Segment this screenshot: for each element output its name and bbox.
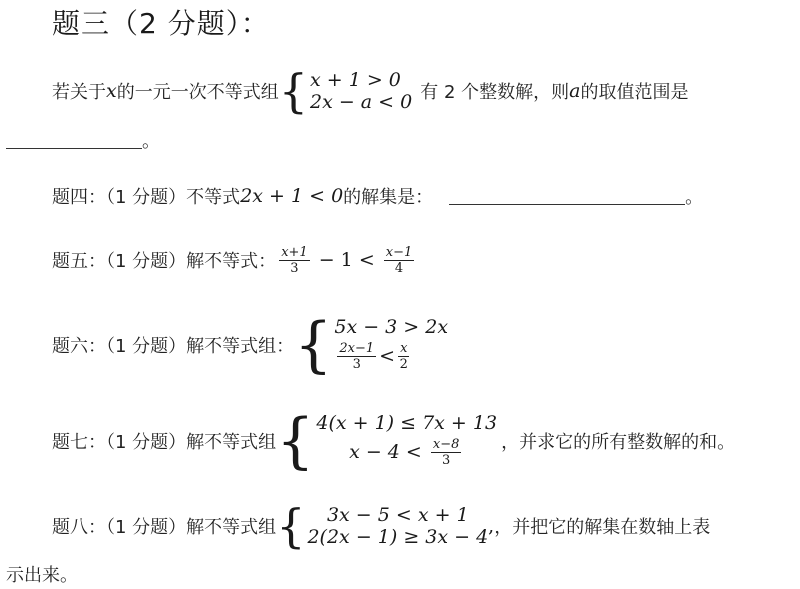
q3-text-before: 若关于: [52, 82, 106, 103]
q3-blank-end: 。: [142, 131, 160, 152]
q7-brace: {: [276, 406, 315, 476]
question-3-line: [52, 66, 688, 116]
question-6-line: [52, 312, 448, 378]
q6-fraction-1-numerator: 2x−1: [339, 340, 375, 356]
q6-fraction-1-denominator: 3: [352, 356, 361, 372]
q8-text-after: ，并把它的解集在数轴上表: [494, 517, 711, 538]
q6-fraction-2: [398, 341, 409, 372]
q7-text-after: ，并求它的所有整数解的和。: [501, 432, 736, 453]
q5-fraction-1-denominator: 3: [290, 260, 299, 276]
q3-brace: {: [278, 64, 308, 118]
q7-fraction: [431, 437, 462, 468]
q8-row-1: 3x − 5 < x + 1: [326, 504, 469, 526]
q5-fraction-1-numerator: x+1: [281, 244, 308, 260]
q8-comma: ,: [488, 515, 495, 537]
question-3-heading: 题三（2 分题）：: [52, 7, 270, 40]
q7-fraction-denominator: 3: [441, 452, 451, 468]
q7-fraction-numerator: x−8: [432, 436, 460, 452]
q7-row-2: [316, 434, 497, 470]
q6-label: 题六：（1 分题）解不等式组：: [52, 336, 295, 357]
q4-text-after: 的解集是：: [343, 187, 434, 208]
q3-text-after: 有 2 个整数解，则: [420, 82, 570, 103]
q3-row-2: 2x − a < 0: [310, 91, 413, 113]
q7-row-1: 4(x + 1) ≤ 7x + 13: [316, 412, 498, 434]
q6-system: [334, 316, 448, 374]
q7-row-2-left: x − 4 <: [349, 441, 428, 463]
q3-text-end: 的取值范围是: [580, 82, 689, 103]
q5-label: 题五：（1 分题）解不等式：: [52, 251, 277, 272]
question-3-blank-line: [6, 128, 160, 152]
q8-text-line-2: 示出来。: [6, 565, 78, 586]
q7-system: [316, 412, 497, 470]
q5-fraction-2-numerator: x−1: [385, 244, 413, 260]
q4-label: 题四：（1 分题）不等式: [52, 187, 241, 208]
q5-fraction-2-denominator: 4: [394, 260, 404, 276]
question-7-line: [52, 408, 735, 474]
q4-answer-blank: [449, 188, 685, 205]
q8-row-2: 2(2x − 1) ≥ 3x − 4: [307, 526, 489, 548]
q3-text-mid: 的一元一次不等式组: [116, 82, 279, 103]
q3-system: [310, 69, 412, 113]
q6-fraction-2-numerator: x: [400, 340, 408, 356]
q6-brace: {: [294, 310, 333, 380]
q3-var-x: x: [106, 80, 117, 102]
q3-answer-blank: [6, 132, 142, 149]
q6-less-than: <: [379, 345, 396, 367]
q5-fraction-1: [279, 245, 310, 276]
q6-fraction-1: [337, 341, 376, 372]
question-4-line: [52, 183, 703, 209]
q6-row-2: [334, 338, 448, 374]
q8-brace: {: [276, 499, 306, 553]
q3-var-a: a: [569, 80, 581, 102]
q8-label: 题八：（1 分题）解不等式组: [52, 517, 277, 538]
q5-fraction-2: [384, 245, 415, 276]
q4-end: 。: [685, 187, 704, 208]
q6-fraction-2-denominator: 2: [399, 356, 408, 372]
q5-middle: − 1 <: [312, 249, 381, 271]
question-5-line: [52, 238, 417, 282]
q3-row-1: x + 1 > 0: [310, 69, 401, 91]
q6-row-1: 5x − 3 > 2x: [334, 316, 449, 338]
q4-expression: 2x + 1 < 0: [240, 185, 344, 207]
q7-label: 题七：（1 分题）解不等式组: [52, 432, 277, 453]
q8-system: [307, 504, 488, 548]
question-8-line: [52, 501, 710, 551]
